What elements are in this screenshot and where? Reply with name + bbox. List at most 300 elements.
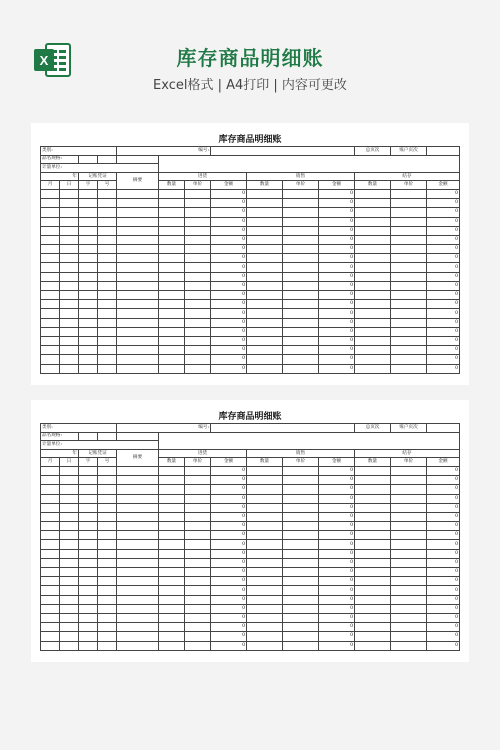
bal-amount-cell[interactable]: 0	[427, 318, 460, 327]
ledger-cell[interactable]	[159, 522, 185, 531]
bal-amount-cell[interactable]: 0	[427, 208, 460, 217]
ledger-cell[interactable]	[391, 355, 427, 364]
ledger-cell[interactable]	[247, 540, 283, 549]
ledger-cell[interactable]	[185, 309, 211, 318]
ledger-cell[interactable]	[79, 595, 98, 604]
ledger-cell[interactable]	[185, 355, 211, 364]
ledger-cell[interactable]	[117, 568, 159, 577]
ledger-cell[interactable]	[391, 568, 427, 577]
ledger-cell[interactable]	[283, 199, 319, 208]
ledger-cell[interactable]	[185, 364, 211, 373]
ledger-cell[interactable]	[159, 613, 185, 622]
ledger-cell[interactable]	[60, 494, 79, 503]
ledger-cell[interactable]	[79, 586, 98, 595]
in-amount-cell[interactable]: 0	[211, 476, 247, 485]
sale-amount-cell[interactable]: 0	[319, 189, 355, 198]
ledger-cell[interactable]	[117, 632, 159, 641]
ledger-cell[interactable]	[185, 623, 211, 632]
ledger-cell[interactable]	[159, 327, 185, 336]
ledger-cell[interactable]	[283, 189, 319, 198]
name-spec-cell[interactable]	[117, 432, 159, 441]
bal-amount-cell[interactable]: 0	[427, 281, 460, 290]
ledger-cell[interactable]	[98, 346, 117, 355]
ledger-cell[interactable]	[117, 577, 159, 586]
ledger-cell[interactable]	[247, 613, 283, 622]
ledger-cell[interactable]	[355, 355, 391, 364]
in-amount-cell[interactable]: 0	[211, 336, 247, 345]
ledger-cell[interactable]	[98, 300, 117, 309]
ledger-cell[interactable]	[60, 503, 79, 512]
sale-amount-cell[interactable]: 0	[319, 217, 355, 226]
ledger-cell[interactable]	[283, 355, 319, 364]
ledger-cell[interactable]	[247, 623, 283, 632]
ledger-cell[interactable]	[41, 346, 60, 355]
bal-amount-cell[interactable]: 0	[427, 226, 460, 235]
ledger-cell[interactable]	[185, 254, 211, 263]
ledger-cell[interactable]	[355, 300, 391, 309]
in-amount-cell[interactable]: 0	[211, 327, 247, 336]
ledger-cell[interactable]	[283, 577, 319, 586]
bal-amount-cell[interactable]: 0	[427, 235, 460, 244]
ledger-cell[interactable]	[185, 199, 211, 208]
sale-amount-cell[interactable]: 0	[319, 531, 355, 540]
ledger-cell[interactable]	[98, 586, 117, 595]
bal-amount-cell[interactable]: 0	[427, 466, 460, 475]
ledger-cell[interactable]	[283, 522, 319, 531]
ledger-cell[interactable]	[283, 595, 319, 604]
ledger-cell[interactable]	[79, 336, 98, 345]
ledger-cell[interactable]	[391, 595, 427, 604]
sale-amount-cell[interactable]: 0	[319, 245, 355, 254]
ledger-cell[interactable]	[247, 604, 283, 613]
ledger-cell[interactable]	[117, 346, 159, 355]
ledger-cell[interactable]	[355, 245, 391, 254]
ledger-cell[interactable]	[355, 318, 391, 327]
ledger-cell[interactable]	[159, 226, 185, 235]
ledger-cell[interactable]	[98, 494, 117, 503]
in-amount-cell[interactable]: 0	[211, 235, 247, 244]
ledger-cell[interactable]	[283, 309, 319, 318]
ledger-cell[interactable]	[98, 208, 117, 217]
ledger-cell[interactable]	[185, 595, 211, 604]
bal-amount-cell[interactable]: 0	[427, 549, 460, 558]
ledger-cell[interactable]	[247, 595, 283, 604]
ledger-cell[interactable]	[98, 641, 117, 650]
ledger-cell[interactable]	[79, 327, 98, 336]
ledger-cell[interactable]	[79, 355, 98, 364]
in-amount-cell[interactable]: 0	[211, 189, 247, 198]
ledger-cell[interactable]	[391, 189, 427, 198]
ledger-cell[interactable]	[117, 476, 159, 485]
ledger-cell[interactable]	[391, 217, 427, 226]
ledger-cell[interactable]	[60, 613, 79, 622]
ledger-cell[interactable]	[185, 336, 211, 345]
ledger-cell[interactable]	[79, 540, 98, 549]
ledger-cell[interactable]	[98, 364, 117, 373]
ledger-cell[interactable]	[391, 245, 427, 254]
ledger-cell[interactable]	[60, 254, 79, 263]
ledger-cell[interactable]	[60, 623, 79, 632]
ledger-cell[interactable]	[117, 595, 159, 604]
ledger-cell[interactable]	[41, 254, 60, 263]
in-amount-cell[interactable]: 0	[211, 623, 247, 632]
in-amount-cell[interactable]: 0	[211, 318, 247, 327]
ledger-cell[interactable]	[355, 577, 391, 586]
sale-amount-cell[interactable]: 0	[319, 595, 355, 604]
ledger-cell[interactable]	[247, 466, 283, 475]
ledger-cell[interactable]	[391, 549, 427, 558]
ledger-cell[interactable]	[98, 522, 117, 531]
name-spec-cell[interactable]	[117, 155, 159, 164]
ledger-cell[interactable]	[60, 586, 79, 595]
ledger-cell[interactable]	[79, 217, 98, 226]
ledger-cell[interactable]	[98, 245, 117, 254]
ledger-cell[interactable]	[41, 263, 60, 272]
ledger-cell[interactable]	[41, 586, 60, 595]
ledger-cell[interactable]	[247, 558, 283, 567]
ledger-cell[interactable]	[283, 641, 319, 650]
ledger-cell[interactable]	[79, 632, 98, 641]
ledger-cell[interactable]	[247, 531, 283, 540]
ledger-cell[interactable]	[185, 226, 211, 235]
ledger-cell[interactable]	[391, 632, 427, 641]
ledger-cell[interactable]	[355, 254, 391, 263]
ledger-cell[interactable]	[79, 485, 98, 494]
ledger-cell[interactable]	[283, 549, 319, 558]
ledger-cell[interactable]	[79, 189, 98, 198]
ledger-cell[interactable]	[185, 466, 211, 475]
ledger-cell[interactable]	[247, 263, 283, 272]
ledger-cell[interactable]	[159, 199, 185, 208]
sale-amount-cell[interactable]: 0	[319, 476, 355, 485]
ledger-cell[interactable]	[98, 217, 117, 226]
ledger-cell[interactable]	[98, 476, 117, 485]
ledger-cell[interactable]	[41, 485, 60, 494]
ledger-cell[interactable]	[98, 336, 117, 345]
ledger-cell[interactable]	[355, 476, 391, 485]
ledger-cell[interactable]	[185, 577, 211, 586]
in-amount-cell[interactable]: 0	[211, 531, 247, 540]
ledger-cell[interactable]	[60, 208, 79, 217]
ledger-cell[interactable]	[79, 254, 98, 263]
ledger-cell[interactable]	[159, 291, 185, 300]
ledger-cell[interactable]	[79, 364, 98, 373]
ledger-cell[interactable]	[185, 522, 211, 531]
ledger-cell[interactable]	[41, 189, 60, 198]
ledger-cell[interactable]	[98, 355, 117, 364]
ledger-cell[interactable]	[355, 291, 391, 300]
ledger-cell[interactable]	[185, 494, 211, 503]
ledger-cell[interactable]	[98, 604, 117, 613]
ledger-cell[interactable]	[185, 263, 211, 272]
account-page-cell[interactable]	[427, 424, 460, 433]
bal-amount-cell[interactable]: 0	[427, 309, 460, 318]
ledger-cell[interactable]	[391, 364, 427, 373]
ledger-cell[interactable]	[79, 300, 98, 309]
in-amount-cell[interactable]: 0	[211, 245, 247, 254]
ledger-cell[interactable]	[355, 512, 391, 521]
bal-amount-cell[interactable]: 0	[427, 586, 460, 595]
ledger-cell[interactable]	[79, 235, 98, 244]
ledger-cell[interactable]	[247, 300, 283, 309]
sale-amount-cell[interactable]: 0	[319, 336, 355, 345]
bal-amount-cell[interactable]: 0	[427, 485, 460, 494]
ledger-cell[interactable]	[185, 641, 211, 650]
ledger-cell[interactable]	[159, 494, 185, 503]
ledger-cell[interactable]	[79, 522, 98, 531]
ledger-cell[interactable]	[117, 189, 159, 198]
bal-amount-cell[interactable]: 0	[427, 577, 460, 586]
ledger-cell[interactable]	[283, 531, 319, 540]
ledger-cell[interactable]	[185, 300, 211, 309]
ledger-cell[interactable]	[159, 245, 185, 254]
ledger-cell[interactable]	[60, 327, 79, 336]
ledger-cell[interactable]	[283, 318, 319, 327]
ledger-cell[interactable]	[117, 281, 159, 290]
ledger-cell[interactable]	[247, 522, 283, 531]
ledger-cell[interactable]	[60, 549, 79, 558]
ledger-cell[interactable]	[185, 217, 211, 226]
sale-amount-cell[interactable]: 0	[319, 512, 355, 521]
ledger-cell[interactable]	[79, 613, 98, 622]
ledger-cell[interactable]	[247, 364, 283, 373]
ledger-cell[interactable]	[159, 263, 185, 272]
account-page-cell[interactable]	[427, 147, 460, 156]
ledger-cell[interactable]	[247, 217, 283, 226]
in-amount-cell[interactable]: 0	[211, 217, 247, 226]
name-spec-cell[interactable]	[98, 155, 117, 164]
in-amount-cell[interactable]: 0	[211, 549, 247, 558]
ledger-cell[interactable]	[41, 568, 60, 577]
ledger-cell[interactable]	[355, 632, 391, 641]
ledger-cell[interactable]	[247, 485, 283, 494]
ledger-cell[interactable]	[391, 604, 427, 613]
ledger-cell[interactable]	[185, 235, 211, 244]
ledger-cell[interactable]	[79, 558, 98, 567]
ledger-cell[interactable]	[283, 604, 319, 613]
ledger-cell[interactable]	[185, 327, 211, 336]
ledger-cell[interactable]	[247, 235, 283, 244]
ledger-cell[interactable]	[247, 291, 283, 300]
ledger-cell[interactable]	[117, 466, 159, 475]
ledger-cell[interactable]	[98, 577, 117, 586]
ledger-cell[interactable]	[283, 632, 319, 641]
ledger-cell[interactable]	[185, 503, 211, 512]
ledger-cell[interactable]	[247, 577, 283, 586]
ledger-cell[interactable]	[60, 245, 79, 254]
bal-amount-cell[interactable]: 0	[427, 245, 460, 254]
name-spec-cell[interactable]	[79, 432, 98, 441]
ledger-cell[interactable]	[355, 217, 391, 226]
in-amount-cell[interactable]: 0	[211, 558, 247, 567]
ledger-cell[interactable]	[391, 300, 427, 309]
ledger-cell[interactable]	[159, 254, 185, 263]
in-amount-cell[interactable]: 0	[211, 586, 247, 595]
ledger-cell[interactable]	[283, 217, 319, 226]
ledger-cell[interactable]	[117, 226, 159, 235]
ledger-cell[interactable]	[60, 568, 79, 577]
ledger-cell[interactable]	[41, 623, 60, 632]
ledger-cell[interactable]	[117, 245, 159, 254]
ledger-cell[interactable]	[98, 318, 117, 327]
ledger-cell[interactable]	[79, 641, 98, 650]
ledger-cell[interactable]	[41, 641, 60, 650]
ledger-cell[interactable]	[283, 613, 319, 622]
ledger-cell[interactable]	[98, 235, 117, 244]
ledger-cell[interactable]	[41, 512, 60, 521]
ledger-cell[interactable]	[117, 641, 159, 650]
ledger-cell[interactable]	[355, 364, 391, 373]
ledger-cell[interactable]	[355, 226, 391, 235]
ledger-cell[interactable]	[159, 208, 185, 217]
ledger-cell[interactable]	[41, 494, 60, 503]
ledger-cell[interactable]	[60, 577, 79, 586]
ledger-cell[interactable]	[98, 595, 117, 604]
ledger-cell[interactable]	[117, 300, 159, 309]
ledger-cell[interactable]	[79, 291, 98, 300]
ledger-cell[interactable]	[185, 272, 211, 281]
ledger-cell[interactable]	[391, 272, 427, 281]
ledger-cell[interactable]	[159, 595, 185, 604]
ledger-cell[interactable]	[60, 531, 79, 540]
ledger-cell[interactable]	[98, 613, 117, 622]
ledger-cell[interactable]	[79, 494, 98, 503]
ledger-cell[interactable]	[41, 272, 60, 281]
ledger-cell[interactable]	[159, 503, 185, 512]
ledger-cell[interactable]	[79, 226, 98, 235]
ledger-cell[interactable]	[391, 577, 427, 586]
ledger-cell[interactable]	[247, 281, 283, 290]
ledger-cell[interactable]	[247, 355, 283, 364]
ledger-cell[interactable]	[283, 586, 319, 595]
ledger-cell[interactable]	[159, 189, 185, 198]
ledger-cell[interactable]	[185, 531, 211, 540]
ledger-cell[interactable]	[247, 245, 283, 254]
ledger-cell[interactable]	[159, 577, 185, 586]
ledger-cell[interactable]	[117, 327, 159, 336]
ledger-cell[interactable]	[117, 586, 159, 595]
ledger-cell[interactable]	[159, 476, 185, 485]
ledger-cell[interactable]	[41, 300, 60, 309]
ledger-cell[interactable]	[41, 217, 60, 226]
sale-amount-cell[interactable]: 0	[319, 281, 355, 290]
ledger-cell[interactable]	[391, 291, 427, 300]
ledger-cell[interactable]	[355, 485, 391, 494]
ledger-cell[interactable]	[391, 586, 427, 595]
sale-amount-cell[interactable]: 0	[319, 540, 355, 549]
ledger-cell[interactable]	[60, 355, 79, 364]
ledger-cell[interactable]	[79, 318, 98, 327]
ledger-cell[interactable]	[98, 549, 117, 558]
ledger-cell[interactable]	[41, 632, 60, 641]
in-amount-cell[interactable]: 0	[211, 291, 247, 300]
ledger-cell[interactable]	[41, 245, 60, 254]
ledger-cell[interactable]	[355, 604, 391, 613]
ledger-cell[interactable]	[247, 549, 283, 558]
sale-amount-cell[interactable]: 0	[319, 466, 355, 475]
ledger-cell[interactable]	[185, 245, 211, 254]
in-amount-cell[interactable]: 0	[211, 226, 247, 235]
ledger-cell[interactable]	[60, 199, 79, 208]
ledger-cell[interactable]	[283, 272, 319, 281]
ledger-cell[interactable]	[60, 336, 79, 345]
ledger-cell[interactable]	[159, 336, 185, 345]
ledger-cell[interactable]	[117, 254, 159, 263]
in-amount-cell[interactable]: 0	[211, 281, 247, 290]
ledger-cell[interactable]	[41, 522, 60, 531]
ledger-cell[interactable]	[79, 208, 98, 217]
ledger-cell[interactable]	[41, 503, 60, 512]
ledger-cell[interactable]	[185, 586, 211, 595]
ledger-cell[interactable]	[60, 281, 79, 290]
bal-amount-cell[interactable]: 0	[427, 503, 460, 512]
sale-amount-cell[interactable]: 0	[319, 494, 355, 503]
bal-amount-cell[interactable]: 0	[427, 632, 460, 641]
ledger-cell[interactable]	[159, 485, 185, 494]
ledger-cell[interactable]	[391, 309, 427, 318]
ledger-cell[interactable]	[41, 327, 60, 336]
ledger-cell[interactable]	[60, 263, 79, 272]
in-amount-cell[interactable]: 0	[211, 309, 247, 318]
ledger-cell[interactable]	[98, 254, 117, 263]
ledger-cell[interactable]	[391, 226, 427, 235]
ledger-cell[interactable]	[117, 355, 159, 364]
ledger-cell[interactable]	[185, 613, 211, 622]
ledger-cell[interactable]	[355, 208, 391, 217]
ledger-cell[interactable]	[79, 623, 98, 632]
ledger-cell[interactable]	[159, 558, 185, 567]
ledger-cell[interactable]	[41, 549, 60, 558]
ledger-cell[interactable]	[247, 346, 283, 355]
ledger-cell[interactable]	[283, 235, 319, 244]
ledger-cell[interactable]	[247, 476, 283, 485]
ledger-cell[interactable]	[98, 309, 117, 318]
ledger-cell[interactable]	[247, 494, 283, 503]
in-amount-cell[interactable]: 0	[211, 613, 247, 622]
ledger-cell[interactable]	[159, 623, 185, 632]
ledger-cell[interactable]	[247, 189, 283, 198]
ledger-cell[interactable]	[185, 512, 211, 521]
ledger-cell[interactable]	[185, 318, 211, 327]
ledger-cell[interactable]	[283, 540, 319, 549]
sale-amount-cell[interactable]: 0	[319, 300, 355, 309]
bal-amount-cell[interactable]: 0	[427, 189, 460, 198]
ledger-cell[interactable]	[355, 494, 391, 503]
sale-amount-cell[interactable]: 0	[319, 604, 355, 613]
ledger-cell[interactable]	[247, 586, 283, 595]
ledger-cell[interactable]	[355, 641, 391, 650]
sale-amount-cell[interactable]: 0	[319, 577, 355, 586]
bal-amount-cell[interactable]: 0	[427, 336, 460, 345]
ledger-cell[interactable]	[247, 309, 283, 318]
ledger-cell[interactable]	[117, 235, 159, 244]
ledger-cell[interactable]	[79, 199, 98, 208]
ledger-cell[interactable]	[60, 309, 79, 318]
ledger-cell[interactable]	[159, 346, 185, 355]
ledger-cell[interactable]	[79, 568, 98, 577]
ledger-cell[interactable]	[355, 568, 391, 577]
ledger-cell[interactable]	[79, 245, 98, 254]
ledger-cell[interactable]	[60, 476, 79, 485]
ledger-cell[interactable]	[355, 522, 391, 531]
in-amount-cell[interactable]: 0	[211, 512, 247, 521]
ledger-cell[interactable]	[247, 272, 283, 281]
ledger-cell[interactable]	[98, 199, 117, 208]
sale-amount-cell[interactable]: 0	[319, 291, 355, 300]
ledger-cell[interactable]	[283, 263, 319, 272]
in-amount-cell[interactable]: 0	[211, 300, 247, 309]
sale-amount-cell[interactable]: 0	[319, 309, 355, 318]
